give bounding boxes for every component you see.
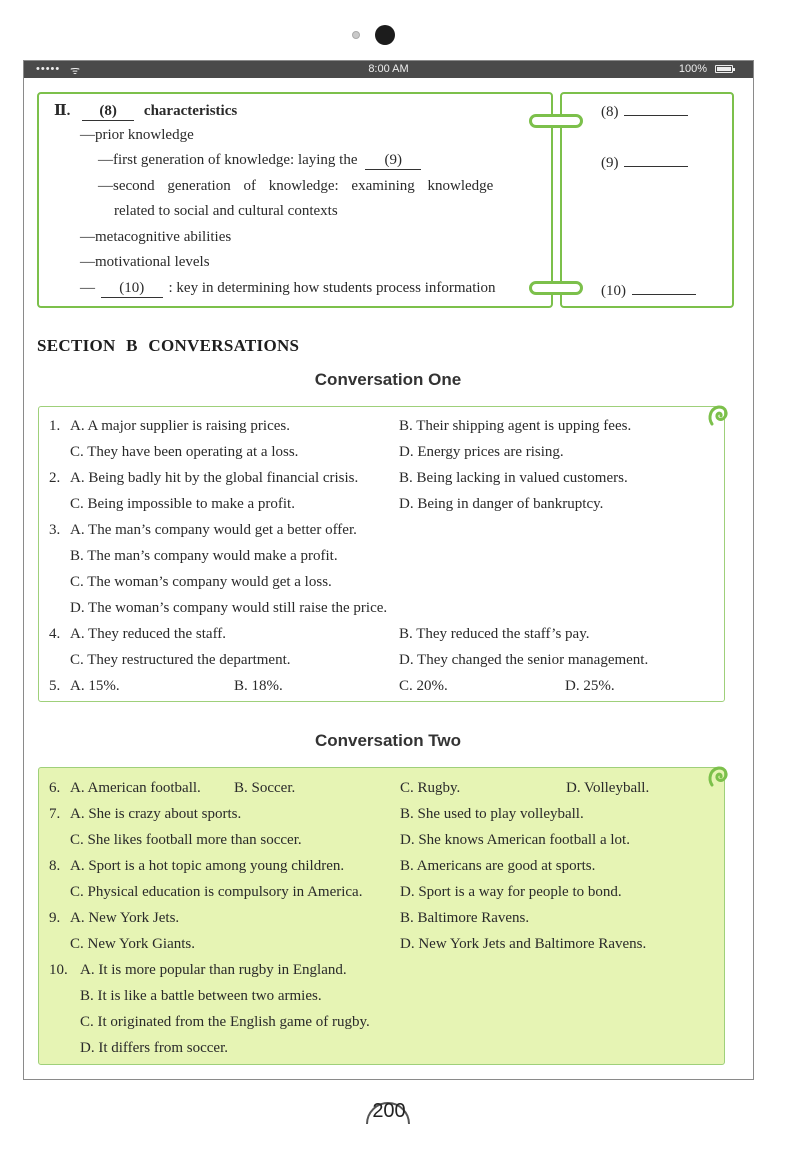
option-2b[interactable]: B. Being lacking in valued customers. <box>399 470 628 486</box>
status-time: 8:00 AM <box>368 63 409 75</box>
option-9c[interactable]: C. New York Giants. <box>70 936 196 952</box>
swirl-icon <box>706 404 730 428</box>
outline-item: —metacognitive abilities <box>80 229 232 245</box>
outline-text: : key in determining how students process information <box>168 280 496 296</box>
outline-item: —prior knowledge <box>80 127 194 143</box>
option-5c[interactable]: C. 20%. <box>399 678 448 694</box>
option-10b[interactable]: B. It is like a battle between two armies. <box>80 988 322 1004</box>
option-5b[interactable]: B. 18%. <box>234 678 283 694</box>
option-8d[interactable]: D. Sport is a way for people to bond. <box>400 884 622 900</box>
notes-answer-box <box>560 92 734 308</box>
option-1c[interactable]: C. They have been operating at a loss. <box>70 444 299 460</box>
question-1 <box>49 418 60 435</box>
outline-text: —first generation of knowledge: laying the <box>98 152 358 168</box>
outline-dash: — <box>80 280 95 296</box>
question-10: 10. <box>49 962 68 978</box>
outline-item: —second generation of knowledge: examining knowledge <box>98 178 494 194</box>
option-3d[interactable]: D. The woman’s company would still raise the price. <box>70 600 388 616</box>
option-5d[interactable]: D. 25%. <box>565 678 615 694</box>
outline-item-continued: related to social and cultural contexts <box>114 203 338 219</box>
option-10d[interactable]: D. It differs from soccer. <box>80 1040 229 1056</box>
answer-label: (10) <box>601 283 626 299</box>
answer-label: (8) <box>601 104 619 120</box>
option-7c[interactable]: C. She likes football more than soccer. <box>70 832 302 848</box>
option-9b[interactable]: B. Baltimore Ravens. <box>400 910 530 926</box>
option-6a[interactable]: A. American football. <box>70 780 201 796</box>
option-7a[interactable]: A. She is crazy about sports. <box>70 806 242 822</box>
option-4c[interactable]: C. They restructured the department. <box>70 652 291 668</box>
page-number: 200 <box>372 1100 406 1122</box>
option-8c[interactable]: C. Physical education is compulsory in America. <box>70 884 363 900</box>
signal-icon: ••••• <box>36 63 61 75</box>
conversation-one-title: Conversation One <box>314 370 462 389</box>
heading-numeral: Ⅱ. <box>54 103 71 119</box>
option-7b[interactable]: B. She used to play volleyball. <box>400 806 584 822</box>
outline-item <box>98 152 421 170</box>
binder-ring-icon <box>529 114 583 128</box>
question-3: 3. <box>49 522 61 538</box>
question-7: 7. <box>49 806 61 822</box>
option-9a[interactable]: A. New York Jets. <box>70 910 180 926</box>
notes-outline-box <box>37 92 553 308</box>
outline-item: —motivational levels <box>80 254 210 270</box>
question-4: 4. <box>49 626 61 642</box>
option-6b[interactable]: B. Soccer. <box>234 780 296 796</box>
option-4d[interactable]: D. They changed the senior management. <box>399 652 649 668</box>
binder-ring-icon <box>529 281 583 295</box>
option-3b[interactable]: B. The man’s company would make a profit. <box>70 548 338 564</box>
option-2d[interactable]: D. Being in danger of bankruptcy. <box>399 496 604 512</box>
option-1a[interactable]: A. A major supplier is raising prices. <box>70 418 290 434</box>
status-bar <box>24 61 753 78</box>
question-number: 1. <box>49 418 61 434</box>
wifi-icon: ᯤ <box>70 65 81 77</box>
option-3c[interactable]: C. The woman’s company would get a loss. <box>70 574 332 590</box>
option-3a[interactable]: A. The man’s company would get a better offer. <box>70 522 357 538</box>
conversation-two-title: Conversation Two <box>314 731 462 750</box>
camera-sensor-icon <box>352 31 360 39</box>
camera-lens-icon <box>375 25 395 45</box>
battery-icon <box>715 65 733 73</box>
option-5a[interactable]: A. 15%. <box>70 678 120 694</box>
option-4b[interactable]: B. They reduced the staff’s pay. <box>399 626 590 642</box>
battery-percent: 100% <box>678 63 707 75</box>
swirl-icon <box>706 765 730 789</box>
answer-line-9[interactable] <box>601 152 688 172</box>
blank-10[interactable]: (10) <box>101 280 163 298</box>
option-4a[interactable]: A. They reduced the staff. <box>70 626 227 642</box>
question-5: 5. <box>49 678 61 694</box>
answer-blank[interactable] <box>624 152 688 167</box>
option-1d[interactable]: D. Energy prices are rising. <box>399 444 564 460</box>
answer-line-8[interactable] <box>601 101 688 121</box>
option-8b[interactable]: B. Americans are good at sports. <box>400 858 596 874</box>
option-2a[interactable]: A. Being badly hit by the global financial crisis. <box>70 470 359 486</box>
answer-blank[interactable] <box>624 101 688 116</box>
option-6c[interactable]: C. Rugby. <box>400 780 461 796</box>
option-9d[interactable]: D. New York Jets and Baltimore Ravens. <box>400 936 647 952</box>
question-2: 2. <box>49 470 61 486</box>
outline-item <box>80 280 496 298</box>
blank-9[interactable]: (9) <box>365 152 421 170</box>
heading-text: characteristics <box>143 103 238 119</box>
option-6d[interactable]: D. Volleyball. <box>566 780 650 796</box>
option-7d[interactable]: D. She knows American football a lot. <box>400 832 630 848</box>
question-9: 9. <box>49 910 61 926</box>
section-heading: SECTION B CONVERSATIONS <box>37 336 300 355</box>
blank-8[interactable]: (8) <box>82 103 134 121</box>
option-1b[interactable]: B. Their shipping agent is upping fees. <box>399 418 632 434</box>
question-6: 6. <box>49 780 61 796</box>
answer-blank[interactable] <box>632 280 696 295</box>
option-10c[interactable]: C. It originated from the English game of rugby. <box>80 1014 370 1030</box>
option-8a[interactable]: A. Sport is a hot topic among young children. <box>70 858 345 874</box>
option-2c[interactable]: C. Being impossible to make a profit. <box>70 496 295 512</box>
answer-line-10[interactable] <box>601 280 696 300</box>
answer-label: (9) <box>601 155 619 171</box>
question-8: 8. <box>49 858 61 874</box>
option-10a[interactable]: A. It is more popular than rugby in England. <box>80 962 347 978</box>
notes-heading <box>54 101 237 121</box>
